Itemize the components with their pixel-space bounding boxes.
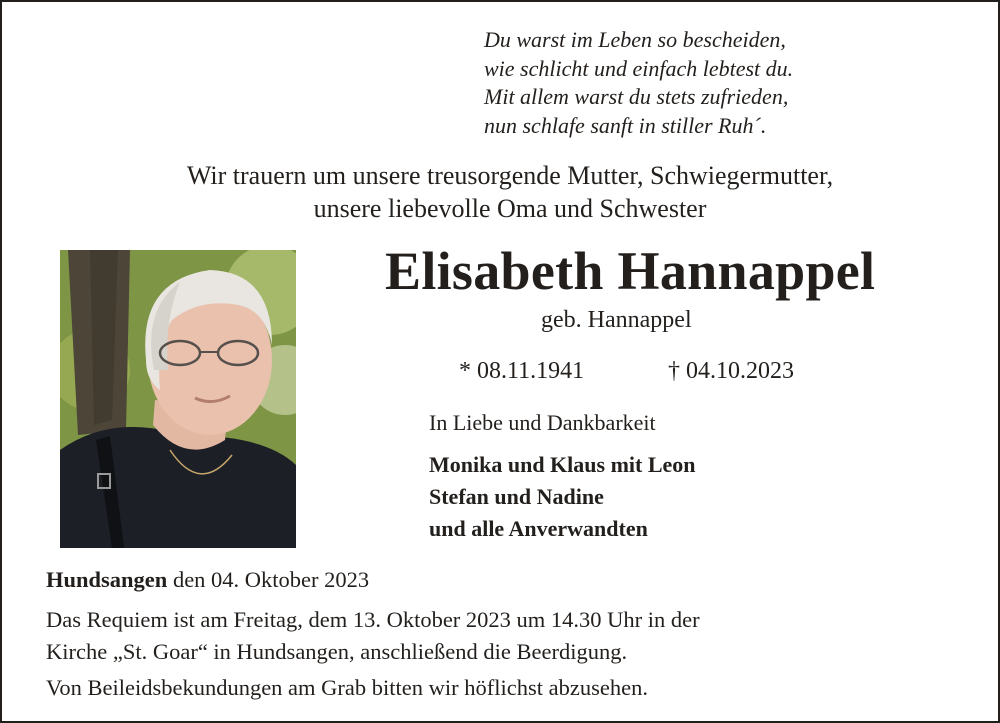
mourner-entry: und alle Anverwandten: [429, 516, 648, 541]
maiden-name: geb. Hannappel: [541, 307, 692, 333]
portrait-photo: [60, 250, 296, 548]
intro-line: Wir trauern um unsere treusorgende Mutter, Schwiegermutter,: [186, 161, 834, 190]
place-name: Hundsangen: [46, 567, 168, 592]
poem-line: Du warst im Leben so bescheiden,: [484, 27, 786, 52]
condolence-note: Von Beileidsbekundungen am Grab bitten wir höflichst abzusehen.: [46, 675, 648, 700]
mourning-intro: [0, 159, 1000, 225]
requiem-notice: [46, 604, 700, 668]
death-date: † 04.10.2023: [668, 358, 794, 384]
birth-date: * 08.11.1941: [459, 358, 585, 384]
poem-line: Mit allem warst du stets zufrieden,: [484, 84, 789, 109]
requiem-line: Kirche „St. Goar“ in Hundsangen, anschließend die Beerdigung.: [46, 639, 628, 664]
poem-line: nun schlafe sanft in stiller Ruh´.: [484, 112, 767, 138]
intro-line: unsere liebevolle Oma und Schwester: [313, 194, 707, 223]
poem-line: wie schlicht und einfach lebtest du.: [484, 55, 794, 81]
date-text: den 04. Oktober 2023: [167, 567, 370, 592]
poem: [484, 26, 793, 140]
requiem-line: Das Requiem ist am Freitag, dem 13. Oktober 2023 um 14.30 Uhr in der: [46, 607, 700, 632]
mourners-list: [429, 449, 696, 545]
thanks-line: In Liebe und Dankbarkeit: [429, 410, 656, 435]
mourner-entry: Stefan und Nadine: [429, 484, 604, 509]
mourner-entry: Monika und Klaus mit Leon: [429, 452, 696, 477]
place-date-line: [46, 567, 369, 593]
deceased-name: Elisabeth Hannappel: [385, 241, 876, 301]
